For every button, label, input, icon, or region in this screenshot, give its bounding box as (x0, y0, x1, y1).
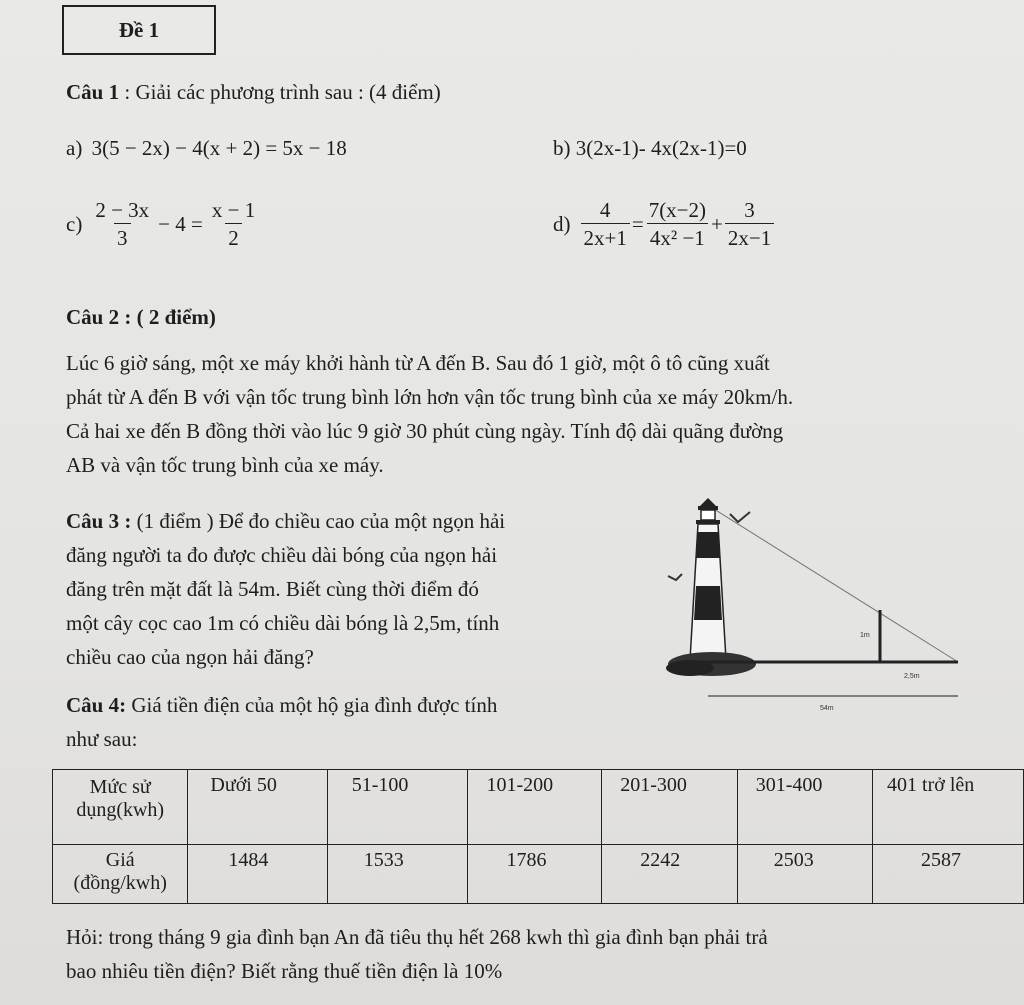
pole-label: 1m (860, 632, 870, 639)
q1-part-c (66, 198, 260, 251)
q1d-num2: 7(x−2) (648, 198, 707, 222)
price-header-line: Giá (105, 849, 135, 871)
q2-line: AB và vận tốc trung bình của xe máy. (66, 453, 384, 477)
shadow-ray-line (706, 504, 958, 662)
q1-heading (66, 75, 441, 109)
price-cell: 2242 (602, 845, 738, 904)
q1-part-d (553, 198, 776, 251)
q3-paragraph (66, 504, 626, 674)
q2-heading (66, 300, 216, 334)
q2-line: Cả hai xe đến B đồng thời vào lúc 9 giờ 30 phút cùng ngày. Tính độ dài quãng đường (66, 419, 784, 443)
pole-shadow-label: 2,5m (904, 673, 920, 680)
q1d-fraction-2 (646, 198, 709, 251)
q3-label: Câu 3 : (66, 509, 132, 533)
q1c-mid: − 4 = (158, 212, 203, 236)
tier-cell: Dưới 50 (188, 770, 327, 845)
q1d-den1: 2x+1 (581, 223, 630, 251)
price-cell: 1786 (468, 845, 602, 904)
q1d-den2: 4x² −1 (647, 223, 708, 251)
q1c-num2: x − 1 (211, 198, 256, 222)
q1d-num3: 3 (744, 198, 755, 222)
table-row (53, 770, 1024, 845)
q1c-fraction-2 (209, 198, 258, 251)
q2-label: Câu 2 : ( 2 điểm) (66, 305, 216, 329)
q1-part-b (553, 136, 747, 161)
q2-line: phát từ A đến B với vận tốc trung bình lớn hơn vận tốc trung bình của xe máy 20km/h. (66, 385, 794, 409)
q1-part-a (66, 136, 347, 161)
q1d-eq: = (631, 212, 644, 236)
tier-cell: 51-100 (327, 770, 468, 845)
q1c-fraction-1 (92, 198, 152, 251)
q1d-label: d) (553, 212, 571, 236)
q1d-den3: 2x−1 (725, 223, 774, 251)
q4-question-line: bao nhiêu tiền điện? Biết rằng thuế tiền điện là 10% (66, 959, 503, 983)
q1b-label: b) (553, 136, 571, 160)
q1c-label: c) (66, 212, 83, 236)
q1d-fraction-3 (725, 198, 774, 251)
price-cell: 1533 (327, 845, 468, 904)
q1a-expr: 3(5 − 2x) − 4(x + 2) = 5x − 18 (91, 136, 347, 160)
q3-line: một cây cọc cao 1m có chiều dài bóng là 2,5m, tính (66, 611, 500, 635)
q4-line2: như sau: (66, 727, 138, 751)
distance-label: 54m (820, 705, 834, 712)
lighthouse-roof (700, 498, 716, 506)
price-cell: 1484 (188, 845, 327, 904)
q1d-plus: + (711, 212, 723, 236)
usage-header-line: Mức sử (89, 776, 151, 798)
table-header-cell (53, 770, 188, 845)
price-cell: 2587 (873, 845, 1024, 904)
q3-line: (1 điểm ) Để đo chiều cao của một ngọn hải (131, 509, 506, 533)
q1-label: Câu 1 (66, 80, 120, 104)
tier-cell: 101-200 (468, 770, 602, 845)
table-header-cell (53, 845, 188, 904)
tier-cell: 201-300 (602, 770, 738, 845)
table-row (53, 845, 1024, 904)
q3-line: chiều cao của ngọn hải đăng? (66, 645, 314, 669)
price-header-line: (đồng/kwh) (73, 872, 167, 894)
exam-title-box (62, 5, 216, 55)
q1b-expr: 3(2x-1)- 4x(2x-1)=0 (575, 136, 747, 160)
q4-line1: Giá tiền điện của một hộ gia đình được tính (126, 693, 498, 717)
q1a-label: a) (66, 136, 83, 160)
q3-line: đăng người ta đo được chiều dài bóng của ngọn hải (66, 543, 498, 567)
q1d-num1: 4 (599, 198, 611, 222)
lighthouse-lamp (701, 510, 715, 520)
q4-question-line: Hỏi: trong tháng 9 gia đình bạn An đã tiêu thụ hết 268 kwh thì gia đình bạn phải trả (66, 925, 768, 949)
q1c-num1: 2 − 3x (95, 198, 150, 222)
q4-paragraph (66, 688, 497, 756)
price-table (52, 769, 1024, 904)
tier-cell: 401 trở lên (873, 770, 1024, 845)
q1-text: : Giải các phương trình sau : (4 điểm) (119, 80, 441, 104)
q2-paragraph (66, 346, 966, 482)
q1d-fraction-1 (581, 198, 630, 251)
q2-line: Lúc 6 giờ sáng, một xe máy khởi hành từ A đến B. Sau đó 1 giờ, một ô tô cũng xuất (66, 351, 770, 375)
lighthouse-stripe (696, 532, 720, 558)
q1c-den2: 2 (225, 223, 242, 251)
tier-cell: 301-400 (737, 770, 872, 845)
bird-icon (668, 574, 682, 580)
usage-header-line: dụng(kwh) (76, 799, 165, 821)
lighthouse-figure (660, 492, 970, 717)
price-cell: 2503 (737, 845, 872, 904)
lighthouse-stripe (694, 586, 722, 620)
q4-question (66, 920, 986, 988)
q3-line: đăng trên mặt đất là 54m. Biết cùng thời điểm đó (66, 577, 479, 601)
exam-title: Đề 1 (118, 17, 160, 42)
q1c-den1: 3 (114, 223, 131, 251)
q4-label: Câu 4: (66, 693, 127, 717)
